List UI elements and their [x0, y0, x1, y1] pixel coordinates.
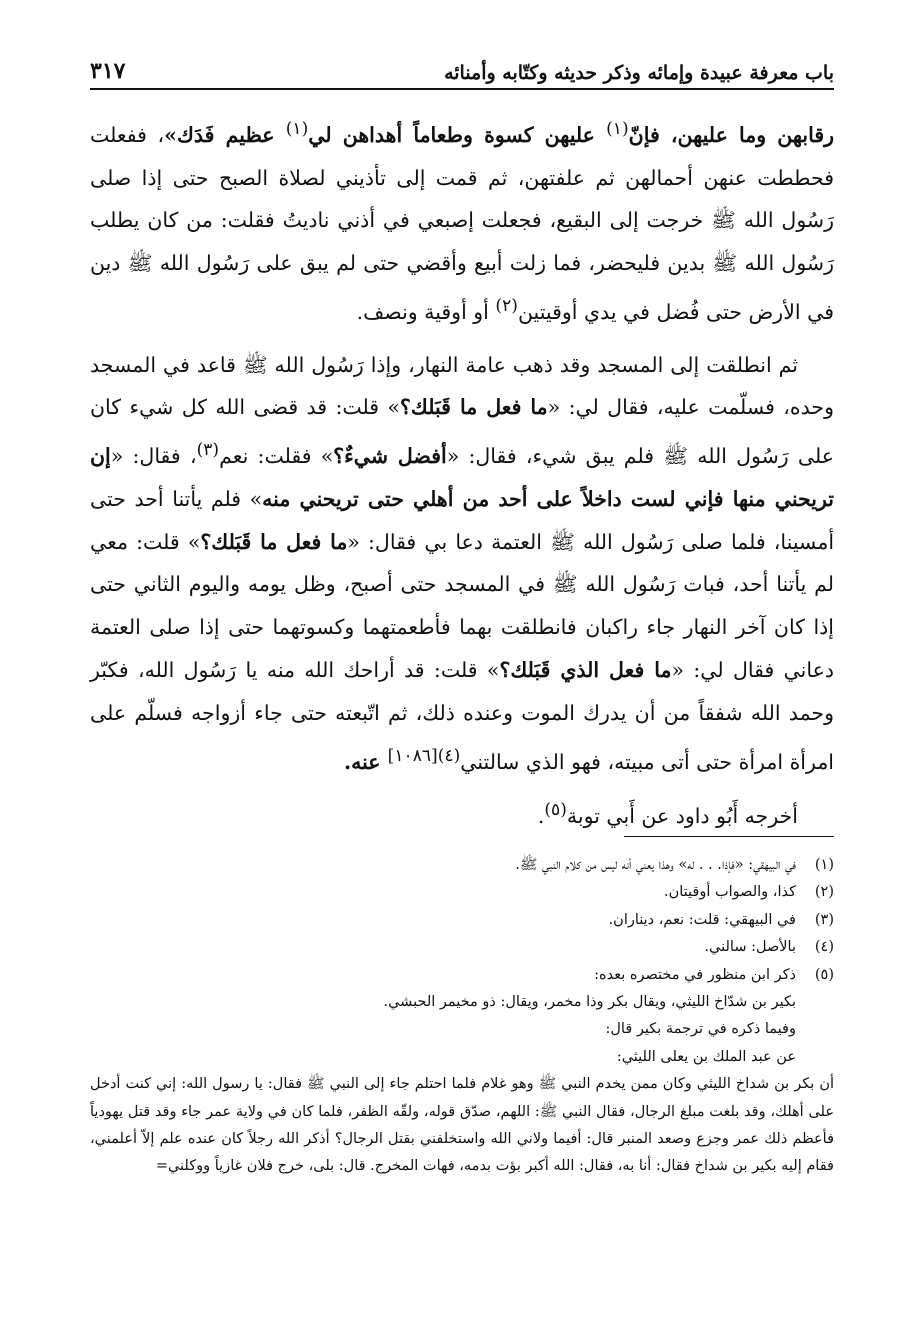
footnote-text: في البيهقي: «فإذا. . . له» وهذا يعني أنه ليس من كلام النبي ﷺ. [515, 857, 796, 873]
footnote-number: (٤) [814, 939, 834, 956]
footnote-text: بالأصل: سالني. [704, 939, 796, 956]
text-run: » فقلت: نعم [219, 444, 334, 469]
text-run: » فلم يأتنا أحد حتى أمسينا، فلما صلى رَسُول الله ﷺ العتمة دعا بي فقال: « [90, 486, 835, 554]
source-citation [90, 789, 834, 838]
footnote [90, 907, 834, 934]
text-run: رقابهن وما عليهن، فإنّ [628, 122, 835, 147]
text-run: أخرجه أَبُو داود عن أَبي توبة [566, 804, 798, 829]
footnote-marker: (٥) [544, 800, 567, 821]
text-run: عظيم فَدَك» [164, 122, 286, 147]
paragraph [90, 344, 834, 784]
text-run: ما فعل ما قَبَلك؟ [200, 529, 348, 554]
footnote-quote: أن بكر بن شداخ الليثي وكان ممن يخدم النبي ﷺ وهو غلام فلما احتلم جاء إلى النبي ﷺ فقال: يا رسول الله: إني كنت أدخل على أهلك، وقد بلغت مبلغ الرجال، فقال النبي ﷺ: اللهم، صدّق قوله، ولقّه الظفر، فلما كان في ولاية عمر جاء وقد قتل يهودياً فأعظم ذلك عمر وجزع وصعد المنبر قال: أفيما ولاني الله واستخلفني بقتل الرجال؟ أذكر الله رجلاً كان عنده علم إلاّ أعلمني، فقام إليه بكير بن شداخ فقال: أنا به، فقال: الله أكبر بؤت بدمه، فهات المخرج. قال: بلى، خرج فلان غازياً ووكلني= [90, 1076, 834, 1175]
footnote-divider [624, 836, 834, 837]
footnote-line: عن عبد الملك بن يعلى الليثي: [616, 1048, 796, 1065]
footnote [90, 934, 834, 961]
text-run: . [537, 804, 545, 829]
paragraph [90, 108, 834, 334]
footnote-marker: (٤)[١٠٨٦] [387, 745, 461, 766]
text-run: ، فقال: « [110, 444, 197, 469]
text-run: أفضل شيءٌ؟ [333, 444, 447, 469]
footnote-text: كذا، والصواب أوقيتان. [663, 884, 796, 901]
footnote-marker: (٢) [495, 296, 518, 317]
text-run: ما فعل ما قَبَلك؟ [400, 395, 548, 420]
page-number: ٣١٧ [90, 58, 126, 84]
text-run: أو أوقية ونصف. [356, 299, 496, 324]
footnote [90, 852, 834, 879]
footnote-number: (١) [814, 857, 834, 873]
footnote-number: (٣) [814, 911, 834, 928]
footnote-line: بكير بن شدّاخ الليثي، ويقال بكر وذا مخمر، ويقال: ذو مخيمر الحبشي. [383, 994, 796, 1011]
page-header [90, 44, 834, 90]
text-run: » قلت: قد قضى الله كل شيء كان على رَسُول الله ﷺ فلم يبق شيء، فقال: « [90, 395, 834, 469]
text-run: ثم انطلقت إلى المسجد وقد ذهب عامة النهار، وإذا رَسُول الله ﷺ قاعد في المسجد وحده، فسلّمت عليه، فقال لي: « [90, 352, 834, 420]
footnote-text: ذكر ابن منظور في مختصره بعده: [594, 966, 796, 983]
text-run: » قلت: معي لم يأتنا أحد، فبات رَسُول الله ﷺ في المسجد حتى أصبح، وظل يومه واليوم الثاني حتى إذا كان آخر النهار جاء راكبان فانطلقت بهما فأطعمتهما وكسوتهما حتى إذا صلى العتمة دعاني فقال لي: « [90, 529, 834, 683]
text-run: إن تريحني منها فإني لست داخلاً على أحد من أهلي حتى تريحني منه [90, 444, 834, 511]
footnote-marker: (٣) [196, 440, 220, 461]
footnote-text: في البيهقي: قلت: نعم، ديناران. [608, 911, 796, 928]
text-run: ، ففعلت فحططت عنهن أحمالهن ثم علفتهن، ثم قمت إلى تأذيني لصلاة الصبح حتى إذا صلى رَسُول الله ﷺ خرجت إلى البقيع، فجعلت إصبعي في أذني ناديتُ فقلت: من كان يطلب رَسُول الله ﷺ بدين فليحضر، فما زلت أبيع وأقضي حتى لم يبق على رَسُول الله ﷺ دين في الأرض حتى فُضل في يدي أوقيتين [90, 122, 834, 324]
text-run: عليهن كسوة وطعاماً أهداهن لي [308, 122, 607, 147]
running-title: باب معرفة عبيدة وإمائه وذكر حديثه وكتّابه وأمنائه [444, 62, 834, 84]
footnote [90, 879, 834, 906]
footnotes [90, 852, 834, 1181]
footnote [90, 962, 834, 989]
footnote-marker: (١) [606, 119, 629, 139]
footnote-number: (٢) [814, 884, 834, 901]
text-run: عنه. [343, 749, 388, 774]
main-text [90, 108, 834, 838]
footnote-marker: (١) [285, 119, 309, 139]
text-run: ما فعل الذي قَبَلك؟ [499, 658, 672, 683]
footnote-line: وفيما ذكره في ترجمة بكير قال: [605, 1021, 796, 1038]
footnote-number: (٥) [814, 966, 834, 983]
text-run: » قلت: قد أراحك الله منه يا رَسُول الله، فكبّر وحمد الله شفقاً من أن يدرك الموت وعنده ذلك، ثم اتّبعته حتى جاء أزواجه فسلّم على امرأة امرأة حتى أتى مبيته، فهو الذي سالتني [90, 658, 834, 774]
